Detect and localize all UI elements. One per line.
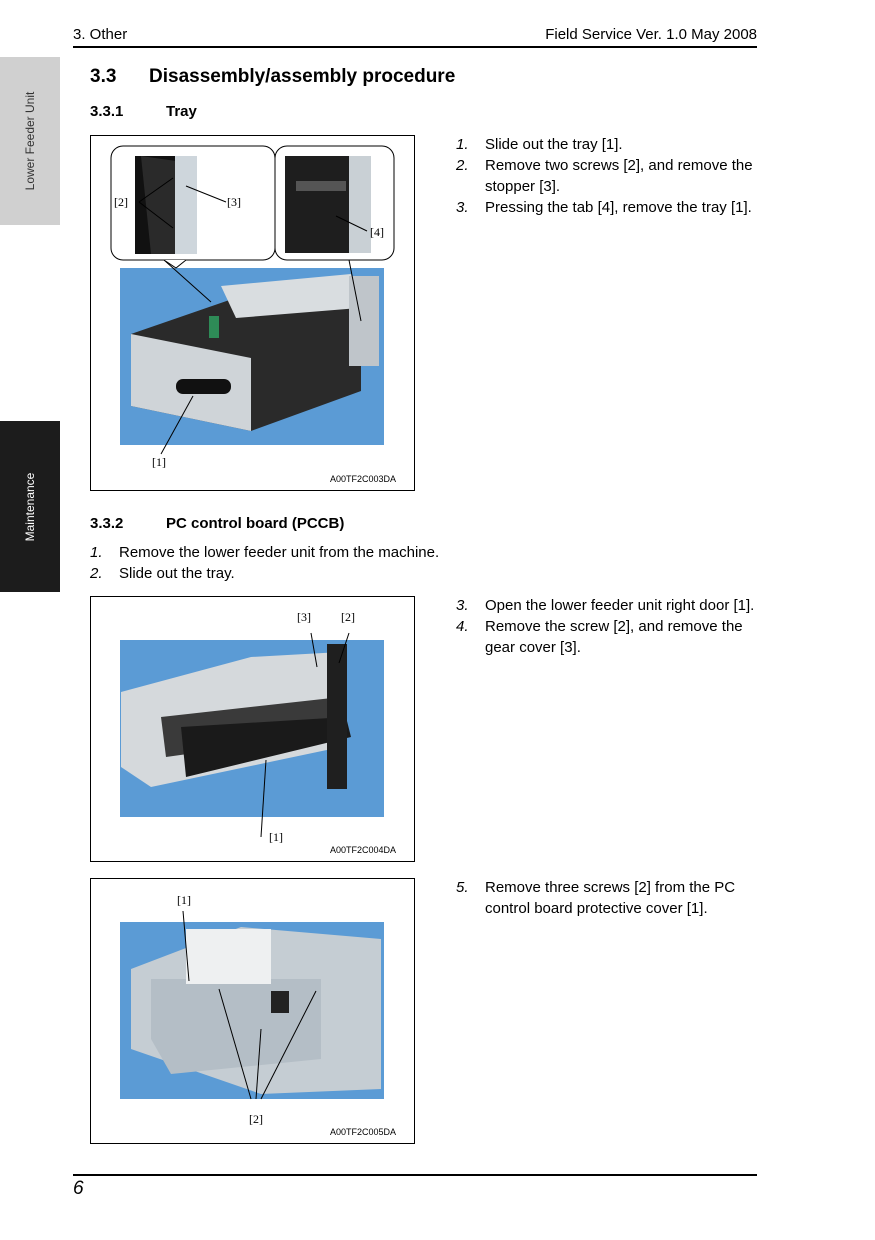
protective-cover-illustration xyxy=(91,879,414,1143)
step-number: 2. xyxy=(90,565,103,582)
step-text: Slide out the tray. xyxy=(119,565,235,582)
step-item xyxy=(456,595,757,616)
callout-1: [1] xyxy=(152,455,166,469)
step-number: 2. xyxy=(456,157,469,174)
callout-2: [2] xyxy=(341,610,355,624)
subsection-title-pccb: PC control board (PCCB) xyxy=(166,515,345,532)
tray-steps xyxy=(456,134,757,218)
side-tab-maintenance[interactable] xyxy=(0,421,60,592)
callout-2: [2] xyxy=(249,1112,263,1126)
step-number: 3. xyxy=(456,597,469,614)
subsection-title-tray: Tray xyxy=(166,103,197,120)
figure-right-door xyxy=(90,596,415,862)
subsection-number-tray: 3.3.1 xyxy=(90,103,124,120)
step-number: 4. xyxy=(456,618,469,635)
step-number: 1. xyxy=(90,544,103,561)
callout-1: [1] xyxy=(177,893,191,907)
step-item xyxy=(90,542,510,563)
section-number: 3.3 xyxy=(90,66,117,87)
side-tab-label: Lower Feeder Unit xyxy=(23,91,37,191)
step-text: Remove the screw [2], and remove the gear cover [3]. xyxy=(485,618,743,656)
callout-3: [3] xyxy=(227,195,241,209)
step-item xyxy=(90,563,510,584)
figure-code: A00TF2C003DA xyxy=(329,474,396,484)
pccb-steps-door xyxy=(456,595,757,658)
callout-3: [3] xyxy=(297,610,311,624)
tray-illustration xyxy=(91,136,414,490)
step-number: 1. xyxy=(456,136,469,153)
callout-1: [1] xyxy=(269,830,283,844)
step-item xyxy=(456,877,761,919)
step-text: Pressing the tab [4], remove the tray [1]. xyxy=(485,199,752,216)
subsection-number-pccb: 3.3.2 xyxy=(90,515,124,532)
step-item xyxy=(456,197,757,218)
side-tab-lower-feeder-unit[interactable] xyxy=(0,57,60,225)
side-tab-label: Maintenance xyxy=(23,472,37,541)
callout-2: [2] xyxy=(114,195,128,209)
right-door-illustration xyxy=(91,597,414,861)
step-item xyxy=(456,134,757,155)
figure-code: A00TF2C005DA xyxy=(329,1127,396,1137)
page-number: 6 xyxy=(73,1178,84,1199)
header-chapter: 3. Other xyxy=(73,26,128,43)
figure-tray xyxy=(90,135,415,491)
step-number: 3. xyxy=(456,199,469,216)
step-item xyxy=(456,155,757,197)
figure-protective-cover xyxy=(90,878,415,1144)
section-title: Disassembly/assembly procedure xyxy=(149,66,456,87)
header-edition: Field Service Ver. 1.0 May 2008 xyxy=(545,26,757,43)
header-rule xyxy=(73,46,757,48)
step-text: Remove the lower feeder unit from the machine. xyxy=(119,544,440,561)
step-text: Slide out the tray [1]. xyxy=(485,136,623,153)
figure-code: A00TF2C004DA xyxy=(329,845,396,855)
step-text: Remove two screws [2], and remove the stopper [3]. xyxy=(485,157,753,195)
step-item xyxy=(456,616,757,658)
step-text: Open the lower feeder unit right door [1]. xyxy=(485,597,755,614)
step-text: Remove three screws [2] from the PC control board protective cover [1]. xyxy=(485,879,736,917)
footer-rule xyxy=(73,1174,757,1176)
callout-4: [4] xyxy=(370,225,384,239)
pccb-intro-steps xyxy=(90,542,510,584)
step-number: 5. xyxy=(456,879,469,896)
pccb-steps-cover xyxy=(456,877,761,919)
